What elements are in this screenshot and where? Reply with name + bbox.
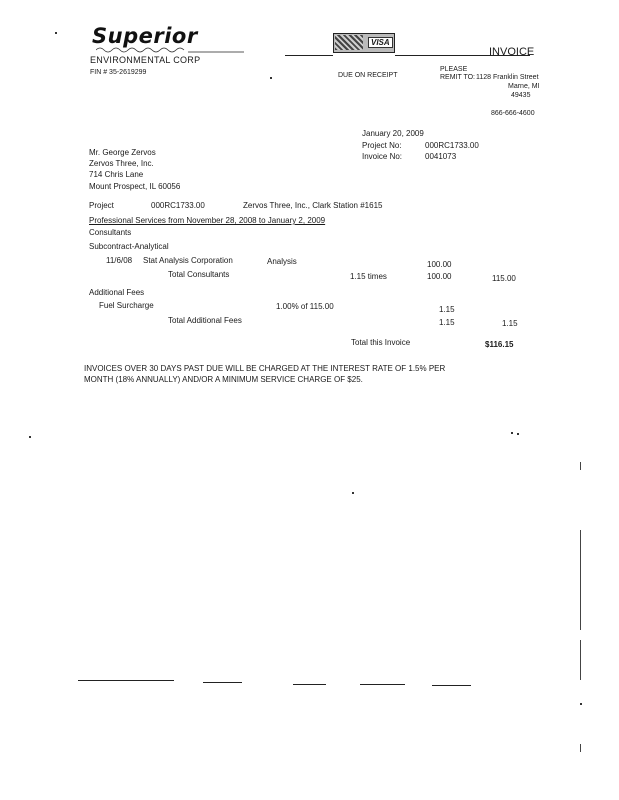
total-consultants-base: 100.00 <box>427 272 452 281</box>
consultant-row-vendor: Stat Analysis Corporation <box>143 256 233 265</box>
late-payment-notice-line: MONTH (18% ANNUALLY) AND/OR A MINIMUM SERVICE CHARGE OF $25. <box>84 375 363 384</box>
invoice-label: INVOICE <box>489 46 535 58</box>
remit-address-line: Marne, MI <box>508 83 540 90</box>
additional-fees-heading: Additional Fees <box>89 288 145 297</box>
consultants-subheading: Subcontract-Analytical <box>89 242 169 251</box>
project-no-label: Project No: <box>362 141 402 150</box>
credit-card-logos <box>333 33 395 53</box>
consultants-heading: Consultants <box>89 228 132 237</box>
total-consultants-multiplier: 1.15 times <box>350 272 387 281</box>
project-number: 000RC1733.00 <box>151 201 205 210</box>
bill-to-line: Mr. George Zervos <box>89 148 156 157</box>
bill-to-line: Zervos Three, Inc. <box>89 159 154 168</box>
mastercard-icon <box>335 35 363 50</box>
total-additional-fees-base: 1.15 <box>439 318 455 327</box>
total-additional-fees-amount: 1.15 <box>502 319 518 328</box>
total-consultants-label: Total Consultants <box>168 270 230 279</box>
consultant-row-date: 11/6/08 <box>106 256 133 265</box>
total-consultants-amount: 115.00 <box>492 274 516 283</box>
remit-label-2: REMIT TO: <box>440 74 476 81</box>
invoice-no-value: 0041073 <box>425 152 457 161</box>
invoice-total-label: Total this Invoice <box>351 338 411 347</box>
company-phone: 866-666-4600 <box>491 110 535 117</box>
visa-icon: VISA <box>368 37 393 48</box>
project-label: Project <box>89 201 114 210</box>
remit-address-line: 1128 Franklin Street <box>476 74 539 81</box>
fuel-surcharge-label: Fuel Surcharge <box>99 301 154 310</box>
project-no-value: 000RC1733.00 <box>425 141 479 150</box>
fuel-surcharge-amount: 1.15 <box>439 305 455 314</box>
company-logo: Superior <box>92 24 198 48</box>
logo-wave-decoration <box>96 46 246 54</box>
bill-to-line: Mount Prospect, IL 60056 <box>89 182 181 191</box>
consultant-row-desc: Analysis <box>267 257 297 266</box>
late-payment-notice-line: INVOICES OVER 30 DAYS PAST DUE WILL BE CHARGED AT THE INTEREST RATE OF 1.5% PER <box>84 364 446 373</box>
fuel-surcharge-rate: 1.00% of 115.00 <box>276 302 334 311</box>
invoice-date: January 20, 2009 <box>362 129 424 138</box>
consultant-row-amount: 100.00 <box>427 260 452 269</box>
invoice-total-amount: $116.15 <box>485 340 514 349</box>
company-fein: FIN # 35-2619299 <box>90 69 147 76</box>
total-additional-fees-label: Total Additional Fees <box>168 316 242 325</box>
bill-to-line: 714 Chris Lane <box>89 170 144 179</box>
company-subtitle: ENVIRONMENTAL CORP <box>90 55 201 65</box>
due-on-receipt: DUE ON RECEIPT <box>338 72 398 79</box>
remit-address-line: 49435 <box>511 92 531 99</box>
services-heading: Professional Services from November 28, 2008 to January 2, 2009 <box>89 216 326 225</box>
project-description: Zervos Three, Inc., Clark Station #1615 <box>243 201 383 210</box>
remit-label-1: PLEASE <box>440 66 468 73</box>
invoice-no-label: Invoice No: <box>362 152 403 161</box>
